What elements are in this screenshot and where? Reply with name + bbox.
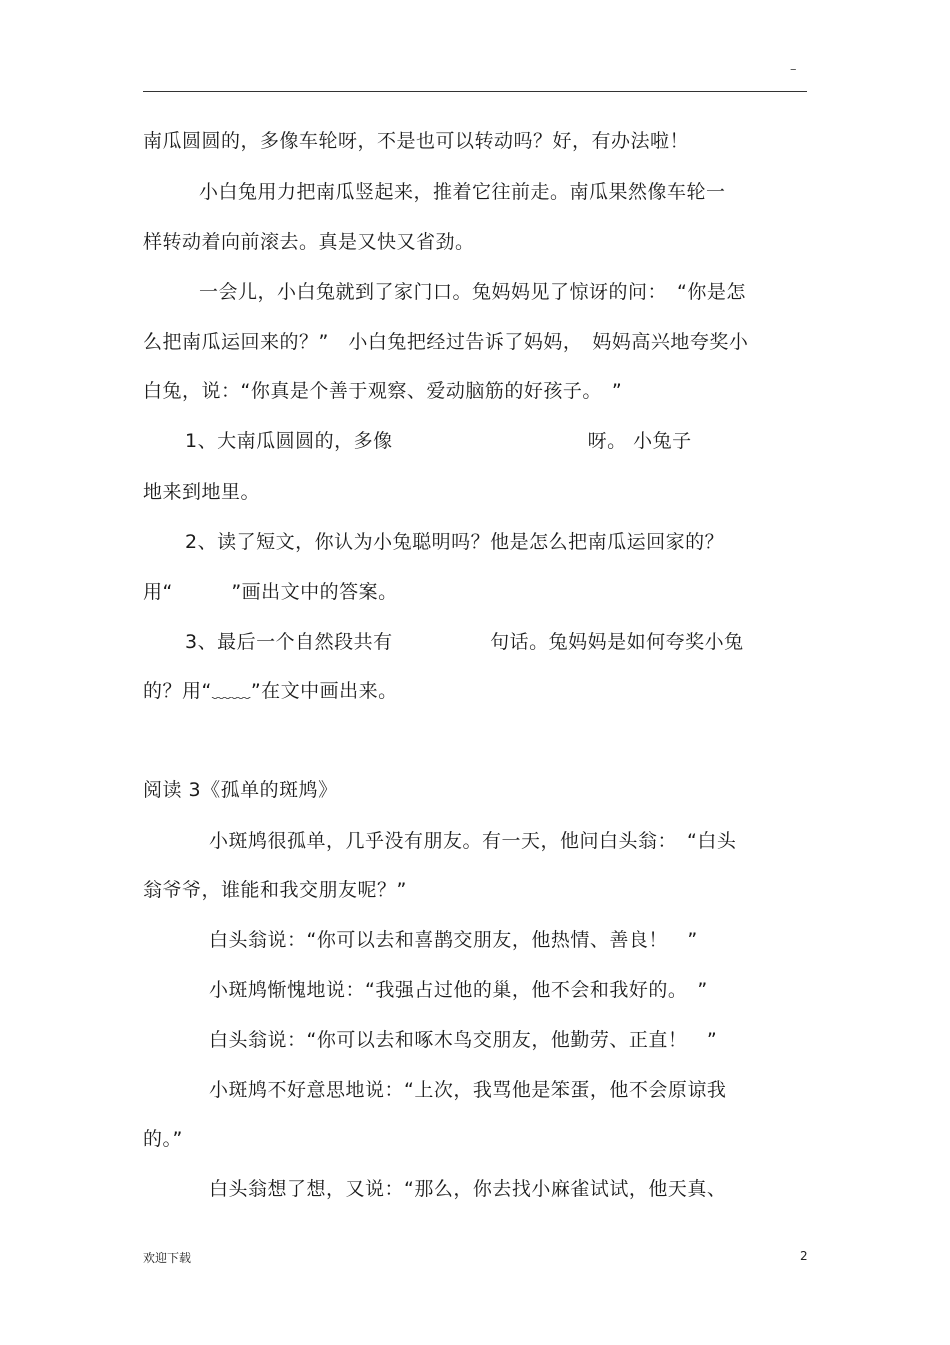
question-line: 1、大南瓜圆圆的，多像 呀。 小兔子 [185, 430, 692, 452]
passage-title: 阅读 3《孤单的斑鸠》 [143, 779, 338, 801]
passage-line: 么把南瓜运回来的？” 小白兔把经过告诉了妈妈， 妈妈高兴地夸奖小 [143, 331, 749, 353]
question-line: 3、最后一个自然段共有 句话。兔妈妈是如何夸奖小兔 [185, 631, 744, 653]
passage-line: 白头翁说：“你可以去和喜鹊交朋友，他热情、善良！ ” [209, 929, 698, 951]
question-line: 的？用“﹏﹏”在文中画出来。 [143, 680, 398, 702]
header-mark: – [790, 62, 797, 77]
passage-line: 白头翁想了想，又说：“那么，你去找小麻雀试试，他天真、 [209, 1178, 727, 1200]
question-line: 地来到地里。 [143, 481, 261, 503]
passage-line: 的。” [143, 1128, 183, 1150]
footer-text: 欢迎下载 [143, 1251, 192, 1265]
header-rule [143, 91, 807, 92]
passage-line: 白头翁说：“你可以去和啄木鸟交朋友，他勤劳、正直！ ” [209, 1029, 718, 1051]
question-line: 用“ ”画出文中的答案。 [143, 581, 398, 603]
passage-line: 小斑鸠很孤单，几乎没有朋友。有一天，他问白头翁： “白头 [209, 830, 737, 852]
passage-line: 白兔，说：“你真是个善于观察、爱动脑筋的好孩子。 ” [143, 380, 623, 402]
passage-line: 小斑鸠惭愧地说：“我强占过他的巢，他不会和我好的。 ” [209, 979, 708, 1001]
passage-line: 南瓜圆圆的，多像车轮呀，不是也可以转动吗？好，有办法啦！ [143, 130, 690, 152]
passage-line: 一会儿，小白兔就到了家门口。兔妈妈见了惊讶的问： “你是怎 [199, 281, 746, 303]
page-number: 2 [800, 1249, 808, 1263]
passage-line: 小斑鸠不好意思地说：“上次，我骂他是笨蛋，他不会原谅我 [209, 1079, 727, 1101]
question-line: 2、读了短文，你认为小兔聪明吗？他是怎么把南瓜运回家的？ [185, 531, 725, 553]
passage-line: 样转动着向前滚去。真是又快又省劲。 [143, 231, 475, 253]
passage-line: 翁爷爷，谁能和我交朋友呢？” [143, 879, 407, 901]
passage-line: 小白兔用力把南瓜竖起来，推着它往前走。南瓜果然像车轮一 [199, 181, 726, 203]
